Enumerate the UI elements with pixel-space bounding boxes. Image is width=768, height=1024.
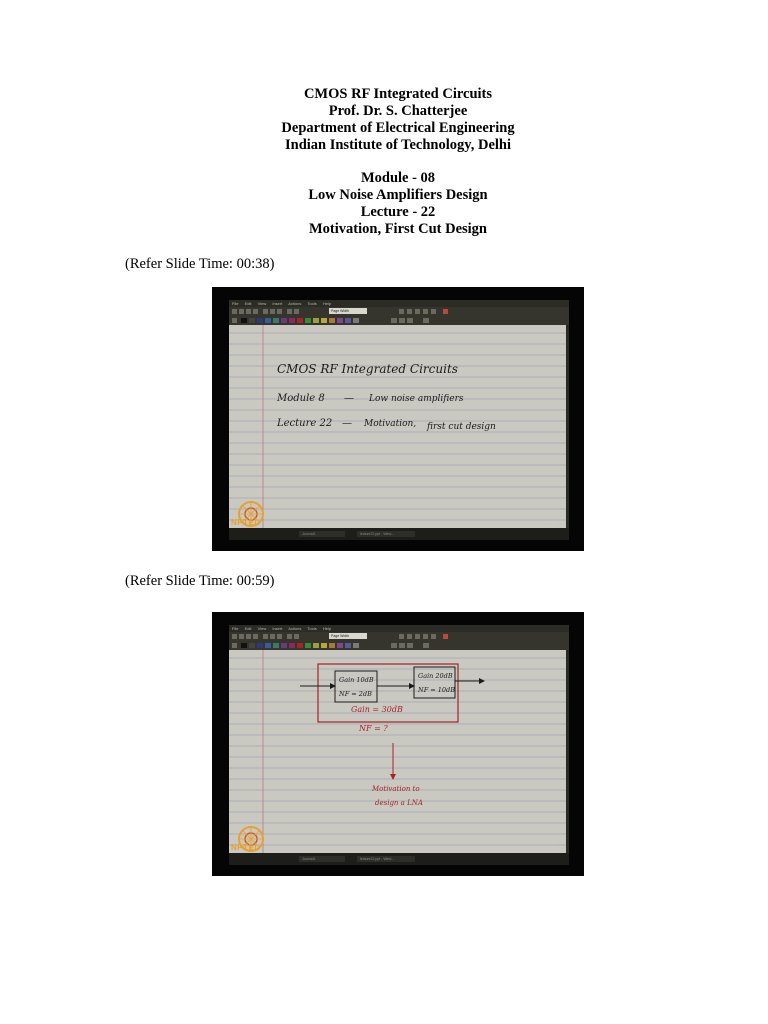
color-gray-icon[interactable] xyxy=(353,643,359,648)
block1-nf: NF = 2dB xyxy=(339,690,372,698)
thin-pen-icon[interactable] xyxy=(391,643,397,648)
redo-icon[interactable] xyxy=(294,309,299,314)
block2-nf: NF = 10dB xyxy=(418,686,455,694)
refer-slide-time-2: (Refer Slide Time: 00:59) xyxy=(125,573,275,589)
menu-edit[interactable]: Edit xyxy=(244,301,252,306)
pen-icon[interactable] xyxy=(399,634,404,639)
cut-icon[interactable] xyxy=(263,634,268,639)
color-yellow-icon[interactable] xyxy=(321,318,327,323)
flag-icon[interactable] xyxy=(443,309,448,314)
color-olive-icon[interactable] xyxy=(313,643,319,648)
save-icon[interactable] xyxy=(246,634,251,639)
color-slate-icon[interactable] xyxy=(345,318,351,323)
print-icon[interactable] xyxy=(253,309,258,314)
save-icon[interactable] xyxy=(246,309,251,314)
handwritten-lecture: Lecture 22 xyxy=(277,418,333,429)
thick-pen-icon[interactable] xyxy=(407,643,413,648)
color-orange-icon[interactable] xyxy=(329,318,335,323)
menu-tools[interactable]: Tools xyxy=(307,626,317,631)
note-page-2[interactable] xyxy=(229,650,566,853)
handwritten-course: CMOS RF Integrated Circuits xyxy=(277,362,458,376)
open-icon[interactable] xyxy=(239,309,244,314)
menu-file[interactable]: File xyxy=(232,301,239,306)
color-green-icon[interactable] xyxy=(305,643,311,648)
color-violet-icon[interactable] xyxy=(337,643,343,648)
thick-pen-icon[interactable] xyxy=(407,318,413,323)
page-number: 2/11 xyxy=(547,844,555,849)
color-olive-icon[interactable] xyxy=(313,318,319,323)
color-black-icon[interactable] xyxy=(241,643,247,648)
color-green-icon[interactable] xyxy=(305,318,311,323)
pen-style-icon[interactable] xyxy=(423,643,429,648)
color-purple-icon[interactable] xyxy=(281,643,287,648)
cut-icon[interactable] xyxy=(263,309,268,314)
toolbar xyxy=(229,307,569,316)
bold-icon[interactable] xyxy=(232,643,237,648)
menu-bar xyxy=(229,625,569,632)
block2-gain: Gain 20dB xyxy=(418,672,453,680)
eraser-icon[interactable] xyxy=(415,309,420,314)
color-darkgray-icon[interactable] xyxy=(249,318,255,323)
toolbar xyxy=(229,632,569,641)
professor-name: Prof. Dr. S. Chatterjee xyxy=(328,103,468,119)
eraser-icon[interactable] xyxy=(415,634,420,639)
new-icon[interactable] xyxy=(232,634,237,639)
taskbar-item-powerpoint[interactable]: lecture22.ppt - Wind... xyxy=(357,856,415,862)
total-nf: NF = ? xyxy=(359,724,388,733)
taskbar-item-journal[interactable]: Journal1 xyxy=(299,531,345,537)
color-gray-icon[interactable] xyxy=(353,318,359,323)
block1-gain: Gain 10dB xyxy=(339,676,374,684)
department-name: Department of Electrical Engineering xyxy=(281,120,515,136)
flag-icon[interactable] xyxy=(443,634,448,639)
menu-tools[interactable]: Tools xyxy=(307,301,317,306)
journal-window-2 xyxy=(229,625,569,865)
thin-pen-icon[interactable] xyxy=(391,318,397,323)
color-black-icon[interactable] xyxy=(241,318,247,323)
module-title: Low Noise Amplifiers Design xyxy=(308,187,488,203)
note-page-1[interactable] xyxy=(229,325,566,528)
open-icon[interactable] xyxy=(239,634,244,639)
vertical-scrollbar[interactable] xyxy=(566,650,569,853)
color-red-icon[interactable] xyxy=(297,318,303,323)
medium-pen-icon[interactable] xyxy=(399,318,405,323)
bold-icon[interactable] xyxy=(232,318,237,323)
highlighter-icon[interactable] xyxy=(407,634,412,639)
handwritten-motivation: Motivation, xyxy=(364,419,417,429)
taskbar xyxy=(229,853,569,865)
color-palette xyxy=(229,641,569,650)
refer-slide-time-1: (Refer Slide Time: 00:38) xyxy=(125,256,275,272)
color-teal-icon[interactable] xyxy=(273,318,279,323)
handwritten-dash-1: — xyxy=(344,393,354,404)
insert-space-icon[interactable] xyxy=(431,634,436,639)
menu-actions[interactable]: Actions xyxy=(288,301,302,306)
zoom-select[interactable]: Page Width xyxy=(329,633,367,639)
paste-icon[interactable] xyxy=(277,634,282,639)
insert-space-icon[interactable] xyxy=(431,309,436,314)
copy-icon[interactable] xyxy=(270,309,275,314)
menu-view[interactable]: View xyxy=(257,626,267,631)
menu-view[interactable]: View xyxy=(257,301,267,306)
pen-style-icon[interactable] xyxy=(423,318,429,323)
paste-icon[interactable] xyxy=(277,309,282,314)
color-purple-icon[interactable] xyxy=(281,318,287,323)
color-slate-icon[interactable] xyxy=(345,643,351,648)
color-navy-icon[interactable] xyxy=(257,643,263,648)
highlighter-icon[interactable] xyxy=(407,309,412,314)
new-icon[interactable] xyxy=(232,309,237,314)
taskbar-item-journal[interactable]: Journal1 xyxy=(299,856,345,862)
lasso-icon[interactable] xyxy=(423,634,428,639)
menu-help[interactable]: Help xyxy=(322,626,332,631)
handwritten-first-cut: first cut design xyxy=(427,422,496,432)
nptel-label: NPTEL xyxy=(231,518,260,527)
motivation-line-2: design a LNA xyxy=(375,799,423,807)
lasso-icon[interactable] xyxy=(423,309,428,314)
taskbar-item-powerpoint[interactable]: lecture22.ppt - Wind... xyxy=(357,531,415,537)
menu-insert[interactable]: Insert xyxy=(272,301,283,306)
color-yellow-icon[interactable] xyxy=(321,643,327,648)
redo-icon[interactable] xyxy=(294,634,299,639)
slide-screenshot-2 xyxy=(212,612,584,876)
medium-pen-icon[interactable] xyxy=(399,643,405,648)
color-darkgray-icon[interactable] xyxy=(249,643,255,648)
color-teal-icon[interactable] xyxy=(273,643,279,648)
taskbar xyxy=(229,528,569,540)
menu-edit[interactable]: Edit xyxy=(244,626,252,631)
print-icon[interactable] xyxy=(253,634,258,639)
document-header xyxy=(0,86,768,238)
color-navy-icon[interactable] xyxy=(257,318,263,323)
menu-bar xyxy=(229,300,569,307)
undo-icon[interactable] xyxy=(287,634,292,639)
handwritten-module: Module 8 xyxy=(277,393,325,404)
module-number: Module - 08 xyxy=(360,170,436,186)
color-violet-icon[interactable] xyxy=(337,318,343,323)
undo-icon[interactable] xyxy=(287,309,292,314)
handwritten-dash-2: — xyxy=(342,418,352,429)
course-title: CMOS RF Integrated Circuits xyxy=(303,86,493,102)
color-orange-icon[interactable] xyxy=(329,643,335,648)
journal-window-1 xyxy=(229,300,569,540)
menu-help[interactable]: Help xyxy=(322,301,332,306)
copy-icon[interactable] xyxy=(270,634,275,639)
color-magenta-icon[interactable] xyxy=(289,318,295,323)
menu-file[interactable]: File xyxy=(232,626,239,631)
color-palette xyxy=(229,316,569,325)
institute-name: Indian Institute of Technology, Delhi xyxy=(284,137,512,153)
motivation-line-1: Motivation to xyxy=(372,785,420,793)
menu-actions[interactable]: Actions xyxy=(288,626,302,631)
handwritten-module-topic: Low noise amplifiers xyxy=(369,394,464,404)
total-gain: Gain = 30dB xyxy=(351,705,403,714)
color-red-icon[interactable] xyxy=(297,643,303,648)
vertical-scrollbar[interactable] xyxy=(566,325,569,528)
nptel-label: NPTEL xyxy=(231,843,260,852)
lecture-number: Lecture - 22 xyxy=(360,204,436,220)
color-blue-icon[interactable] xyxy=(265,318,271,323)
zoom-select[interactable]: Page Width xyxy=(329,308,367,314)
color-magenta-icon[interactable] xyxy=(289,643,295,648)
page-number: 1/11 xyxy=(547,519,555,524)
lecture-title: Motivation, First Cut Design xyxy=(308,221,487,237)
color-blue-icon[interactable] xyxy=(265,643,271,648)
slide-screenshot-1 xyxy=(212,287,584,551)
menu-insert[interactable]: Insert xyxy=(272,626,283,631)
pen-icon[interactable] xyxy=(399,309,404,314)
